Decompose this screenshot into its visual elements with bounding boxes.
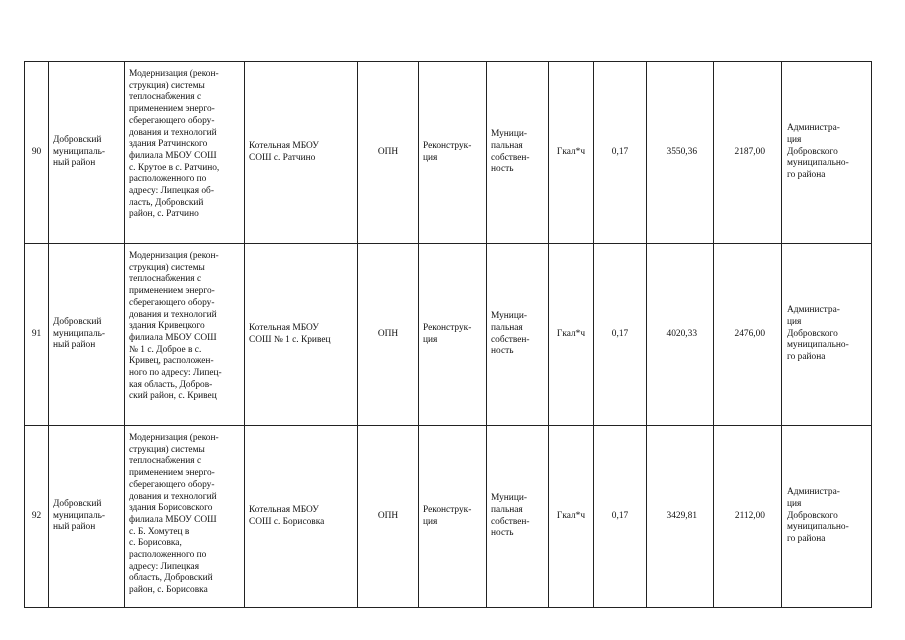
activity-cell: Реконструк- ция [419,244,487,426]
type-cell: ОПН [358,62,419,244]
type-cell: ОПН [358,244,419,426]
row-number: 91 [25,244,49,426]
district-cell: Добровский муниципаль- ный район [49,62,125,244]
district-cell: Добровский муниципаль- ный район [49,244,125,426]
cost-cell: 4020,33 [647,244,714,426]
object-cell: Котельная МБОУ СОШ с. Борисовка [245,426,358,608]
activity-cell: Реконструк- ция [419,62,487,244]
capacity-cell: 0,17 [594,244,647,426]
unit-cell: Гкал*ч [549,244,594,426]
table-row [25,244,872,426]
description-cell: Модернизация (рекон- струкция) системы теплоснабжения с применением энерго- сберегающего обору- дования и технологий здания Кривецкого филиала МБОУ СОШ № 1 с. Доброе в с. Кривец, расположен- ного по адресу: Липец- кая область, Добров- ский район, с. Кривец [125,244,245,426]
capacity-cell: 0,17 [594,426,647,608]
ownership-cell: Муници- пальная собствен- ность [487,244,549,426]
object-cell: Котельная МБОУ СОШ № 1 с. Кривец [245,244,358,426]
object-cell: Котельная МБОУ СОШ с. Ратчино [245,62,358,244]
cost-cell: 3429,81 [647,426,714,608]
row-number: 92 [25,426,49,608]
table-row [25,426,872,608]
table-row [25,62,872,244]
amount-cell: 2476,00 [714,244,782,426]
projects-table [24,61,872,608]
cost-cell: 3550,36 [647,62,714,244]
unit-cell: Гкал*ч [549,62,594,244]
type-cell: ОПН [358,426,419,608]
amount-cell: 2112,00 [714,426,782,608]
owner-cell: Администра- ция Добровского муниципально- го района [782,426,872,608]
amount-cell: 2187,00 [714,62,782,244]
owner-cell: Администра- ция Добровского муниципально- го района [782,62,872,244]
capacity-cell: 0,17 [594,62,647,244]
owner-cell: Администра- ция Добровского муниципально- го района [782,244,872,426]
unit-cell: Гкал*ч [549,426,594,608]
ownership-cell: Муници- пальная собствен- ность [487,426,549,608]
description-cell: Модернизация (рекон- струкция) системы теплоснабжения с применением энерго- сберегающего обору- дования и технологий здания Борисовского филиала МБОУ СОШ с. Б. Хомутец в с. Борисовка, расположенного по адресу: Липецкая область, Добровский район, с. Борисовка [125,426,245,608]
description-cell: Модернизация (рекон- струкция) системы теплоснабжения с применением энерго- сберегающего обору- дования и технологий здания Ратчинского филиала МБОУ СОШ с. Крутое в с. Ратчино, расположенного по адресу: Липецкая об- ласть, Добровский район, с. Ратчино [125,62,245,244]
district-cell: Добровский муниципаль- ный район [49,426,125,608]
ownership-cell: Муници- пальная собствен- ность [487,62,549,244]
activity-cell: Реконструк- ция [419,426,487,608]
row-number: 90 [25,62,49,244]
